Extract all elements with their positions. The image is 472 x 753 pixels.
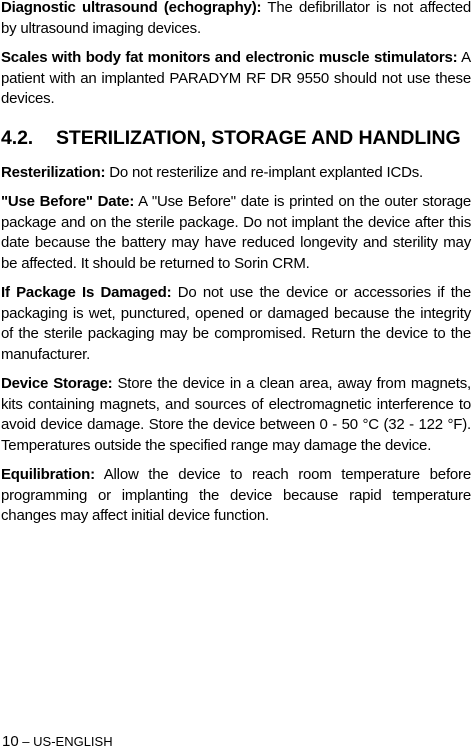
paragraph-package-damaged [1, 283, 471, 365]
page-footer [2, 733, 113, 751]
paragraph-text: Store the device in a clean area, away from magnets, kits containing magnets, and sources of electromagnetic interference to avoid device damage. Store the device between 0 - 50 °C (32 - 122 °F). Temperatures outside the specified range may damage the device. [1, 375, 471, 454]
page-content [1, 0, 471, 536]
paragraph-lead: Diagnostic ultrasound (echography): [1, 0, 262, 16]
paragraph-scales-muscle-stimulators [1, 48, 471, 110]
paragraph-device-storage [1, 374, 471, 456]
paragraph-text: A "Use Before" date is printed on the outer storage package and on the sterile package. Do not implant the device after this date because the battery may have reduced longevity and sterility may be affected. It should be returned to Sorin CRM. [1, 193, 472, 272]
paragraph-use-before-date [1, 192, 471, 274]
paragraph-text: Do not use the device or accessories if the packaging is wet, punctured, opened or damaged because the integrity of the sterile packaging may be compromised. Return the device to the manufacturer. [1, 284, 471, 363]
paragraph-diagnostic-ultrasound [1, 0, 471, 39]
paragraph-lead: Equilibration: [1, 466, 95, 483]
paragraph-lead: Resterilization: [1, 163, 106, 181]
paragraph-lead: "Use Before" Date: [1, 193, 135, 210]
section-heading [1, 126, 471, 150]
paragraph-text: The defibrillator is not affected by ultrasound imaging devices. [1, 0, 472, 37]
manual-page [1, 0, 471, 753]
section-number: 4.2. [1, 126, 34, 149]
footer-language: – US-ENGLISH [18, 734, 113, 749]
page-number: 10 [2, 733, 19, 750]
paragraph-lead: If Package Is Damaged: [1, 284, 172, 301]
paragraph-lead: Device Storage: [1, 375, 113, 392]
paragraph-lead: Scales with body fat monitors and electronic muscle stimulators: [1, 49, 458, 66]
section-title: STERILIZATION, STORAGE AND HANDLING [56, 126, 461, 149]
paragraph-equilibration [1, 465, 471, 527]
paragraph-text: Allow the device to reach room temperature before programming or implanting the device because rapid temperature changes may affect initial device function. [1, 466, 471, 524]
paragraph-text: Do not resterilize and re-implant explanted ICDs. [105, 163, 423, 181]
paragraph-resterilization [1, 163, 471, 184]
paragraph-text: A patient with an implanted PARADYM RF DR 9550 should not use these devices. [1, 49, 471, 107]
